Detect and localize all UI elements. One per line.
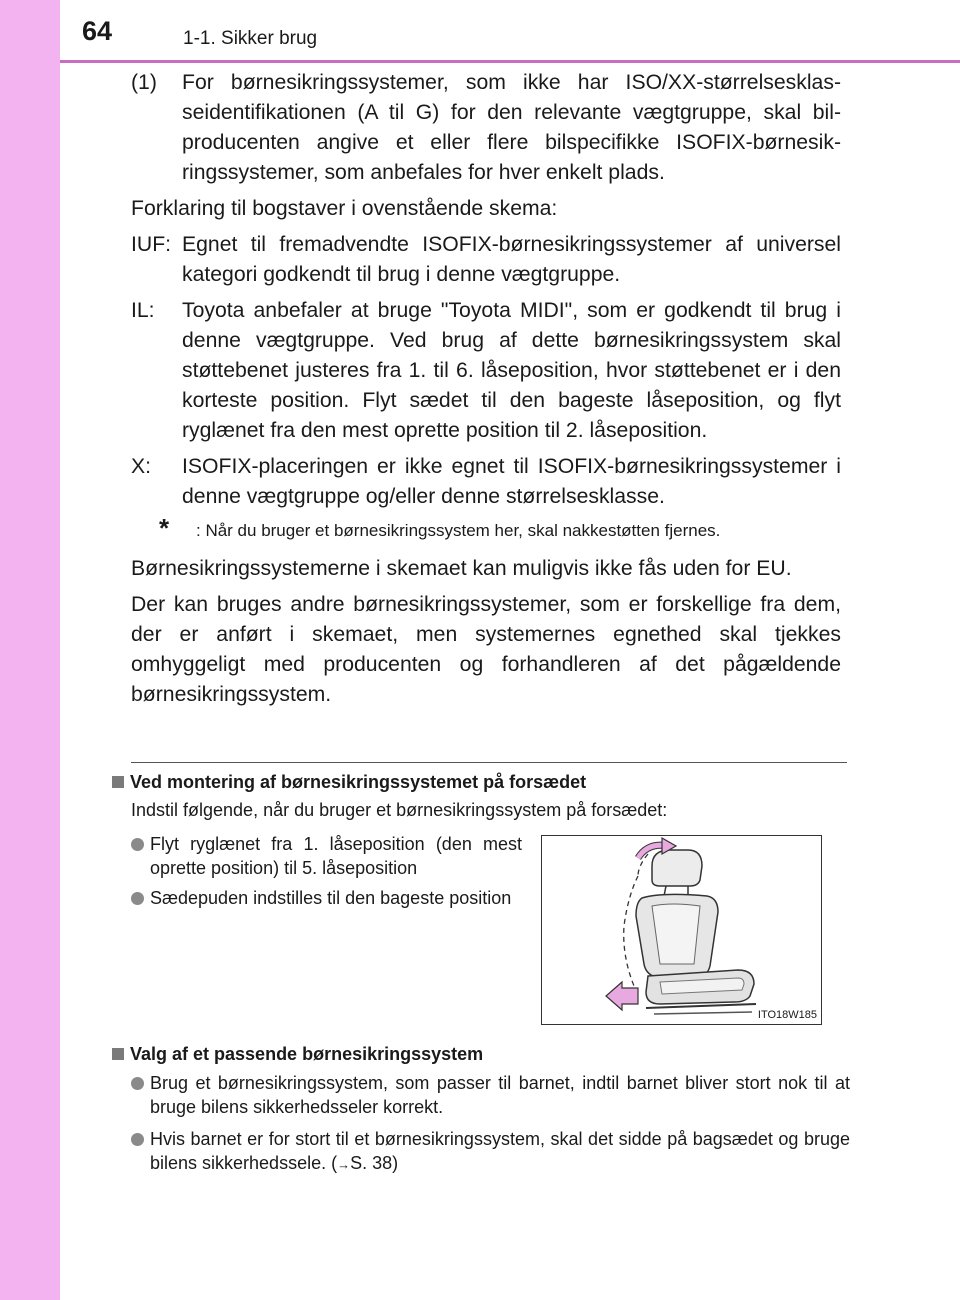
header-rule bbox=[60, 60, 960, 63]
choose-system-bullet-2 bbox=[131, 1127, 850, 1177]
bullet-dot-icon bbox=[131, 838, 144, 851]
note-1-label: (1) bbox=[131, 71, 157, 94]
page-reference-arrow-icon: → bbox=[337, 1157, 351, 1172]
choose-system-heading-text: Valg af et passende børnesikringssystem bbox=[130, 1044, 484, 1064]
front-seat-intro: Indstil følgende, når du bruger et børnesikringssystem på forsædet: bbox=[131, 800, 668, 820]
bullet-dot-icon bbox=[131, 1077, 144, 1090]
legend-iuf-text: Egnet til fremadvendte ISOFIX-børnesikringssystemer af universel kategori godkendt til brug i denne vægtgruppe. bbox=[182, 233, 841, 286]
choose-system-bullet-2-text: Hvis barnet er for stort til et børnesikringssystem, skal det sidde på bagsædet og bruge bilens sikkerhedssele. ( bbox=[150, 1129, 850, 1173]
front-seat-bullet-1 bbox=[131, 832, 522, 880]
legend-iuf-label: IUF: bbox=[131, 233, 172, 256]
legend-x-text: ISOFIX-placeringen er ikke egnet til ISOFIX-børnesikringssystemer i denne vægtgruppe og/eller denne størrelsesklasse. bbox=[182, 455, 841, 508]
page-reference-link[interactable]: S. 38) bbox=[350, 1153, 399, 1173]
page-number: 64 bbox=[82, 16, 113, 46]
square-bullet-icon bbox=[112, 1048, 124, 1060]
front-seat-bullet-2 bbox=[131, 886, 522, 910]
choose-system-bullet-1-text: Brug et børnesikringssystem, som passer til barnet, indtil barnet bliver stort nok til at bruge bilens sikkerhedsseler korrekt. bbox=[150, 1073, 850, 1117]
bullet-dot-icon bbox=[131, 1133, 144, 1146]
legend-il-label: IL: bbox=[131, 299, 155, 322]
front-seat-heading bbox=[112, 770, 586, 794]
note-1-text: For børnesikringssystemer, som ikke har ISO/XX-størrelsesklasseidentifikationen (A til G) for den relevante vægtgruppe, skal bilproducenten angive et eller flere bilspecifikke ISOFIX-børnesikringssystemer, som anbefales for hver enkelt plads. bbox=[182, 71, 841, 184]
car-seat-illustration bbox=[542, 836, 821, 1024]
footnote-star: * bbox=[159, 513, 170, 543]
legend-il bbox=[131, 296, 841, 446]
legend-iuf bbox=[131, 230, 841, 290]
legend-il-text: Toyota anbefaler at bruge "Toyota MIDI", som er godkendt til brug i denne vægtgruppe. Ved brug af dette børnesikringssystem skal støttebenet justeres fra 1. til 6. låseposition, hvor støttebenet er i den korteste position. Flyt sædet til den bageste låseposition, og flyt ryglænet fra den mest oprette position til 2. låseposition. bbox=[182, 299, 841, 442]
main-content bbox=[131, 68, 841, 716]
front-seat-heading-text: Ved montering af børnesikringssystemet på forsædet bbox=[130, 772, 587, 792]
seat-adjustment-figure bbox=[541, 835, 822, 1025]
legend-x bbox=[131, 452, 841, 512]
footnote bbox=[159, 513, 841, 544]
note-1 bbox=[131, 68, 841, 188]
other-systems-note: Der kan bruges andre børnesikringssystemer, som er forskellige fra dem, der er anført i skemaet, men systemernes egnethed skal tjekkes omhyggeligt med producenten og forhandleren af det pågældende børnesikringssystem. bbox=[131, 593, 841, 706]
section-divider bbox=[131, 762, 847, 763]
section-title: 1-1. Sikker brug bbox=[183, 28, 318, 49]
front-seat-bullet-1-text: Flyt ryglænet fra 1. låseposition (den mest oprette position) til 5. låseposition bbox=[150, 834, 522, 878]
bullet-dot-icon bbox=[131, 892, 144, 905]
legend-x-label: X: bbox=[131, 455, 152, 478]
footnote-text: : Når du bruger et børnesikringssystem her, skal nakkestøtten fjernes. bbox=[196, 521, 721, 540]
side-strip bbox=[0, 0, 60, 1300]
legend-intro: Forklaring til bogstaver i ovenstående skema: bbox=[131, 197, 558, 220]
choose-system-bullet-1 bbox=[131, 1071, 850, 1119]
front-seat-bullet-2-text: Sædepuden indstilles til den bageste position bbox=[150, 888, 512, 908]
eu-note: Børnesikringssystemerne i skemaet kan muligvis ikke fås uden for EU. bbox=[131, 557, 792, 580]
square-bullet-icon bbox=[112, 776, 124, 788]
figure-code: ITO18W185 bbox=[757, 1009, 817, 1021]
choose-system-heading bbox=[112, 1042, 483, 1066]
